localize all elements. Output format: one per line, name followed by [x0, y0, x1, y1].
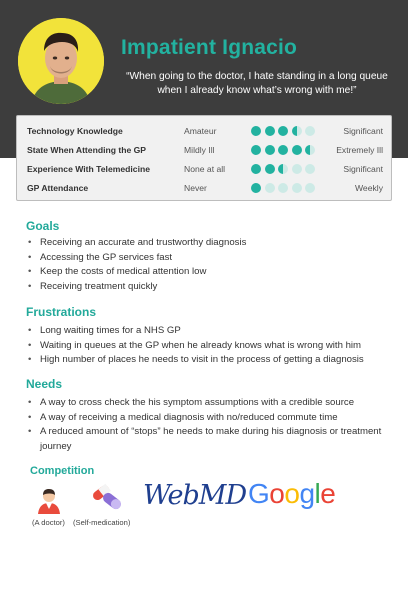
rating-dot — [251, 126, 261, 136]
frustrations-list — [28, 324, 388, 368]
rating-dot — [292, 126, 302, 136]
scale-label: State When Attending the GP — [27, 145, 147, 155]
list-item: • Waiting in queues at the GP when he already knows what is wrong with him — [28, 339, 388, 354]
needs-title: Needs — [26, 377, 63, 391]
frustrations-title: Frustrations — [26, 305, 97, 319]
scale-high: Significant — [343, 126, 383, 136]
persona-quote: “When going to the doctor, I hate standing in a long queue when I already know what’s wrong with me!” — [126, 71, 388, 96]
persona-avatar — [18, 18, 104, 104]
competition-title: Competition — [30, 465, 95, 477]
scale-row-state-attending-gp — [17, 140, 393, 159]
scale-high: Weekly — [354, 183, 383, 193]
scale-label: Experience With Telemedicine — [27, 164, 150, 174]
goals-title: Goals — [26, 219, 60, 233]
scale-high: Extremely Ill — [336, 145, 383, 155]
persona-name: Impatient Ignacio — [121, 36, 298, 59]
scale-low: None at all — [184, 164, 226, 174]
scale-low: Mildly Ill — [184, 145, 215, 155]
list-item: • A way of receiving a medical diagnosis with no/reduced commute time — [28, 411, 388, 426]
webmd-logo: WebMD — [143, 480, 247, 511]
needs-list — [28, 396, 388, 454]
scale-low: Never — [184, 183, 207, 193]
rating-dot — [278, 183, 288, 193]
rating-dot — [265, 164, 275, 174]
list-item: • Long waiting times for a NHS GP — [28, 324, 388, 339]
rating-dot — [292, 183, 302, 193]
scale-label: GP Attendance — [27, 183, 89, 193]
list-item: • Receiving treatment quickly — [28, 280, 388, 295]
list-item: • High number of places he needs to visit in the process of getting a diagnosis — [28, 353, 388, 368]
rating-dot — [251, 183, 261, 193]
rating-dot — [292, 145, 302, 155]
rating-dot — [305, 183, 315, 193]
doctor-icon — [34, 484, 64, 514]
rating-dot — [305, 145, 315, 155]
rating-dot — [251, 145, 261, 155]
self-medication-caption: (Self-medication) — [73, 518, 131, 527]
rating-dot — [292, 164, 302, 174]
scale-high: Significant — [343, 164, 383, 174]
list-item: • A way to cross check the his symptom assumptions with a credible source — [28, 396, 388, 411]
rating-dot — [278, 145, 288, 155]
rating-dot — [251, 164, 261, 174]
list-item: • Receiving an accurate and trustworthy diagnosis — [28, 236, 388, 251]
rating-dot — [265, 126, 275, 136]
attribute-scales — [16, 115, 392, 201]
scale-low: Amateur — [184, 126, 217, 136]
doctor-caption: (A doctor) — [32, 518, 65, 527]
rating-dot — [305, 164, 315, 174]
scale-row-technology-knowledge — [17, 121, 393, 140]
google-logo: Google — [248, 478, 336, 509]
list-item: • A reduced amount of “stops” he needs to make during his diagnosis or treatment journey — [28, 425, 388, 454]
rating-dot — [305, 126, 315, 136]
scale-label: Technology Knowledge — [27, 126, 123, 136]
scale-row-gp-attendance — [17, 178, 393, 197]
rating-dot — [265, 145, 275, 155]
pills-icon — [90, 483, 124, 513]
rating-dot — [265, 183, 275, 193]
list-item: • Keep the costs of medical attention low — [28, 265, 388, 280]
goals-list — [28, 236, 388, 294]
scale-row-experience-telemedicine — [17, 159, 393, 178]
rating-dot — [278, 164, 288, 174]
list-item: • Accessing the GP services fast — [28, 251, 388, 266]
rating-dot — [278, 126, 288, 136]
